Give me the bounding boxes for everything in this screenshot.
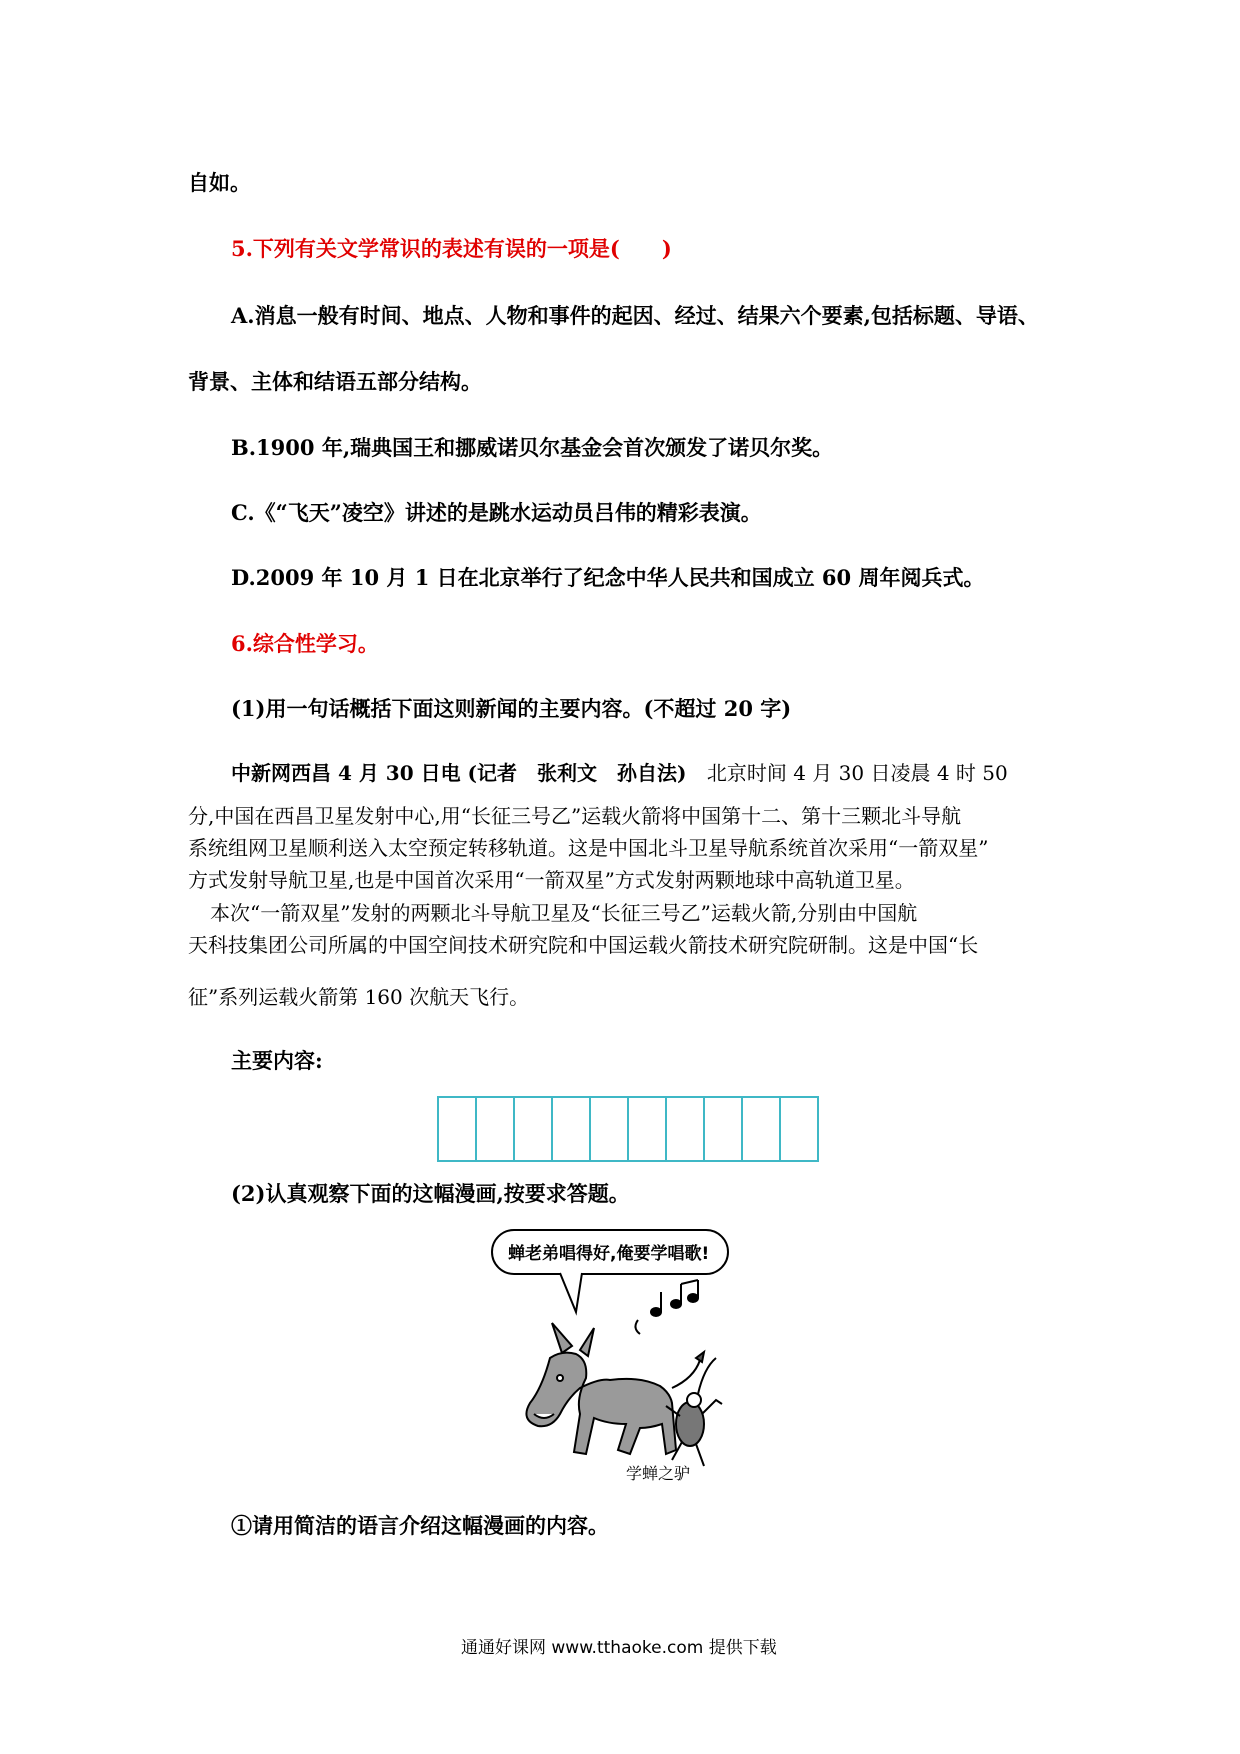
news-line-5: 本次“一箭双星”发射的两颗北斗导航卫星及“长征三号乙”运载火箭,分别由中国航 — [210, 901, 918, 925]
footer-watermark[interactable]: 通通好课网 www.tthaoke.com 提供下载 — [461, 1638, 777, 1658]
donkey-cicada-cartoon — [490, 1228, 760, 1488]
main-content-label: 主要内容: — [231, 1048, 323, 1073]
answer-grid-cell[interactable] — [743, 1096, 781, 1162]
option-d: D.2009 年 10 月 1 日在北京举行了纪念中华人民共和国成立 60 周年阅兵式。 — [231, 565, 985, 590]
answer-grid[interactable] — [437, 1096, 819, 1162]
answer-grid-cell[interactable] — [629, 1096, 667, 1162]
news-dateline: 中新网西昌 4 月 30 日电 (记者 张利文 孙自法) — [231, 761, 687, 785]
news-line-4: 方式发射导航卫星,也是中国首次采用“一箭双星”方式发射两颗地球中高轨道卫星。 — [188, 868, 915, 892]
question-6-1: (1)用一句话概括下面这则新闻的主要内容。(不超过 20 字) — [231, 696, 792, 721]
question-5-title: 5.下列有关文学常识的表述有误的一项是( ) — [231, 236, 672, 261]
continued-text: 自如。 — [188, 170, 251, 195]
answer-grid-cell[interactable] — [591, 1096, 629, 1162]
speech-text: 蝉老弟唱得好,俺要学唱歌! — [508, 1244, 710, 1264]
option-a-line2: 背景、主体和结语五部分结构。 — [188, 369, 482, 394]
news-line-6: 天科技集团公司所属的中国空间技术研究院和中国运载火箭技术研究院研制。这是中国“长 — [188, 933, 979, 957]
cartoon-caption: 学蝉之驴 — [626, 1464, 691, 1483]
news-line-1-rest: 北京时间 4 月 30 日凌晨 4 时 50 — [706, 761, 1008, 785]
option-c: C.《“飞天”凌空》讲述的是跳水运动员吕伟的精彩表演。 — [231, 500, 762, 525]
sub-question-1: ①请用简洁的语言介绍这幅漫画的内容。 — [231, 1513, 609, 1538]
answer-grid-cell[interactable] — [705, 1096, 743, 1162]
news-line-2: 分,中国在西昌卫星发射中心,用“长征三号乙”运载火箭将中国第十二、第十三颗北斗导航 — [188, 804, 962, 828]
answer-grid-cell[interactable] — [439, 1096, 477, 1162]
news-line-1 — [231, 763, 1008, 783]
question-6-title: 6.综合性学习。 — [231, 631, 379, 656]
news-line-3: 系统组网卫星顺利送入太空预定转移轨道。这是中国北斗卫星导航系统首次采用“一箭双星” — [188, 836, 989, 860]
answer-grid-cell[interactable] — [781, 1096, 819, 1162]
answer-grid-cell[interactable] — [515, 1096, 553, 1162]
answer-grid-cell[interactable] — [477, 1096, 515, 1162]
music-notes-icon — [635, 1280, 698, 1334]
news-line-7: 征”系列运载火箭第 160 次航天飞行。 — [188, 985, 530, 1009]
option-b: B.1900 年,瑞典国王和挪威诺贝尔基金会首次颁发了诺贝尔奖。 — [231, 435, 834, 460]
question-6-2: (2)认真观察下面的这幅漫画,按要求答题。 — [231, 1181, 630, 1206]
answer-grid-cell[interactable] — [667, 1096, 705, 1162]
answer-grid-cell[interactable] — [553, 1096, 591, 1162]
option-a-line1: A.消息一般有时间、地点、人物和事件的起因、经过、结果六个要素,包括标题、导语、 — [231, 303, 1039, 328]
